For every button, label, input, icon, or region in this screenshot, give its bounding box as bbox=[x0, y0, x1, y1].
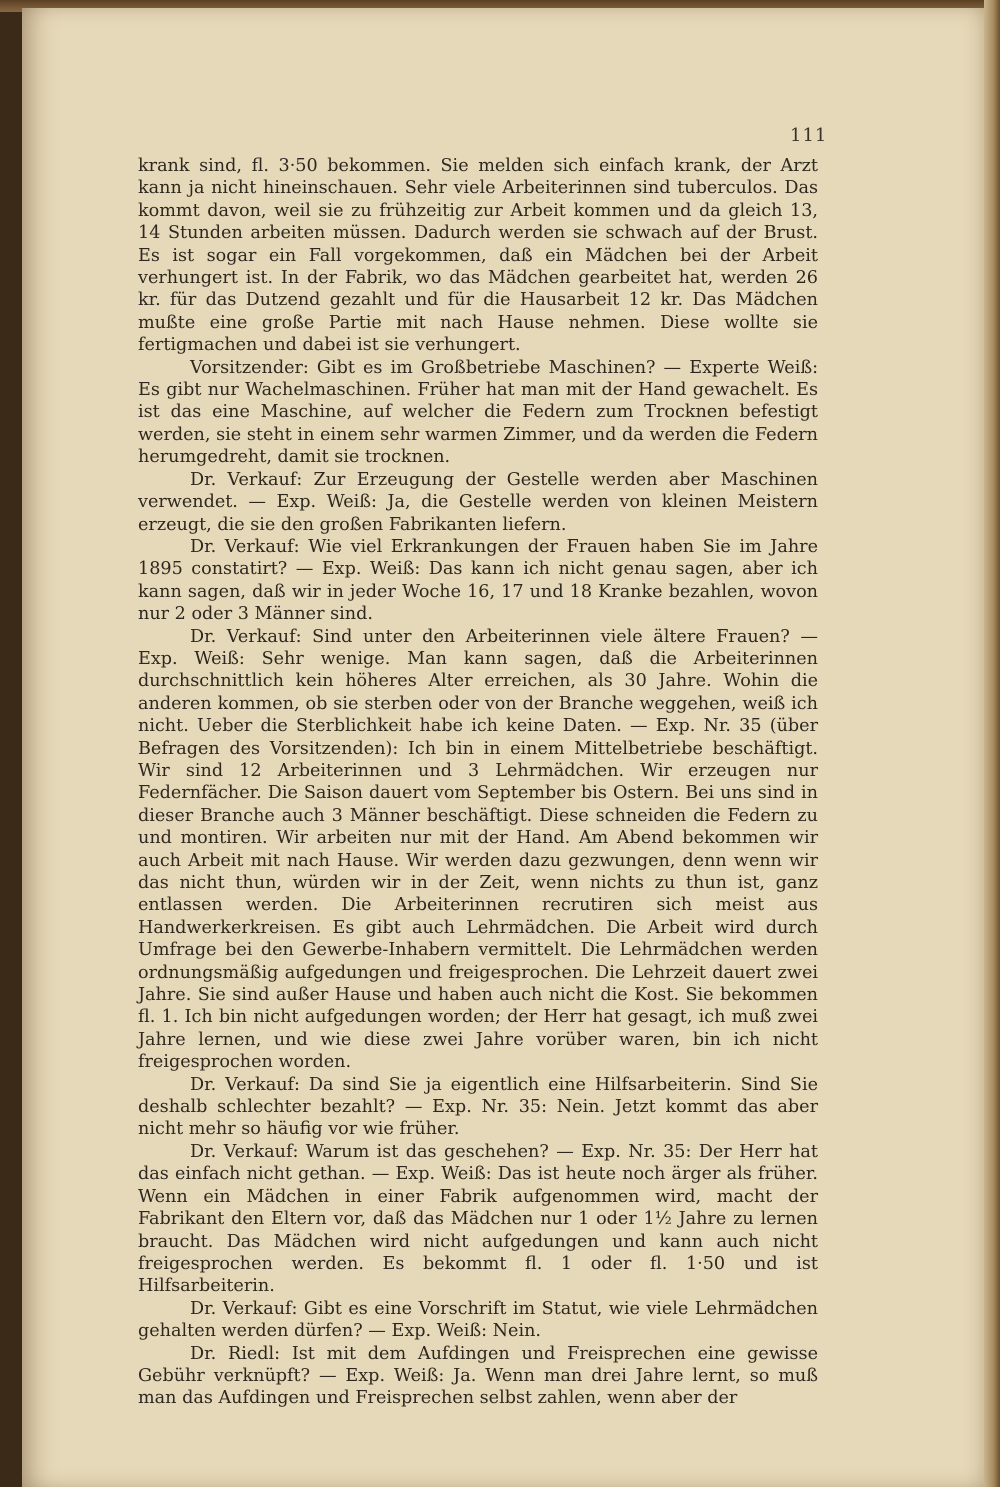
paragraph: Dr. Verkauf: Gibt es eine Vorschrift im Statut, wie viele Lehrmädchen gehalten werden dürfen? — Exp. Weiß: Nein. bbox=[138, 1298, 818, 1342]
page-number: 111 bbox=[790, 125, 828, 146]
paragraph: Dr. Verkauf: Warum ist das geschehen? — Exp. Nr. 35: Der Herr hat das einfach nicht gethan. — Exp. Weiß: Das ist heute noch ärger als früher. Wenn ein Mädchen in einer Fabrik aufgenommen wird, macht der Fabrikant den Eltern vor, daß das Mädchen nur 1 oder 1½ Jahre zu lernen braucht. Das Mädchen wird nicht aufgedungen und kann auch nicht freigesprochen werden. Es bekommt fl. 1 oder fl. 1·50 und ist Hilfsarbeiterin. bbox=[138, 1141, 818, 1297]
paragraph: krank sind, fl. 3·50 bekommen. Sie melden sich einfach krank, der Arzt kann ja nicht hineinschauen. Sehr viele Arbeiterinnen sind tuberculos. Das kommt davon, weil sie zu frühzeitig zur Arbeit kommen und da gleich 13, 14 Stunden arbeiten müssen. Dadurch werden sie schwach auf der Brust. Es ist sogar ein Fall vorgekommen, daß ein Mädchen bei der Arbeit verhungert ist. In der Fabrik, wo das Mädchen gearbeitet hat, werden 26 kr. für das Dutzend gezahlt und für die Hausarbeit 12 kr. Das Mädchen mußte eine große Partie mit nach Hause nehmen. Diese wollte sie fertigmachen und dabei ist sie verhungert. bbox=[138, 156, 818, 356]
paragraph: Vorsitzender: Gibt es im Großbetriebe Maschinen? — Experte Weiß: Es gibt nur Wachelmaschinen. Früher hat man mit der Hand gewachelt. Es ist das eine Maschine, auf welcher die Federn zum Trocknen befestigt werden, sie steht in einem sehr warmen Zimmer, und da werden die Federn herumgedreht, damit sie trocknen. bbox=[138, 357, 818, 468]
paragraph: Dr. Riedl: Ist mit dem Aufdingen und Freisprechen eine gewisse Gebühr verknüpft? — Exp. Weiß: Ja. Wenn man drei Jahre lernt, so muß man das Aufdingen und Freisprechen selbst zahlen, wenn aber der bbox=[138, 1343, 818, 1409]
paragraph: Dr. Verkauf: Zur Erzeugung der Gestelle werden aber Maschinen verwendet. — Exp. Weiß: Ja, die Gestelle werden von kleinen Meistern erzeugt, die sie den großen Fabrikanten liefern. bbox=[138, 469, 818, 535]
body-text bbox=[138, 155, 818, 1410]
paragraph: Dr. Verkauf: Sind unter den Arbeiterinnen viele ältere Frauen? — Exp. Weiß: Sehr wenige. Man kann sagen, daß die Arbeiterinnen durchschnittlich kein höheres Alter erreichen, als 30 Jahre. Wohin die anderen kommen, ob sie sterben oder von der Branche weggehen, weiß ich nicht. Ueber die Sterblichkeit habe ich keine Daten. — Exp. Nr. 35 (über Befragen des Vorsitzenden): Ich bin in einem Mittelbetriebe beschäftigt. Wir sind 12 Arbeiterinnen und 3 Lehrmädchen. Wir erzeugen nur Federnfächer. Die Saison dauert vom September bis Ostern. Bei uns sind in dieser Branche auch 3 Männer beschäftigt. Diese schneiden die Federn zu und montiren. Wir arbeiten nur mit der Hand. Am Abend bekommen wir auch Arbeit mit nach Hause. Wir werden dazu gezwungen, denn wenn wir das nicht thun, würden wir in der Zeit, wenn nichts zu thun ist, ganz entlassen werden. Die Arbeiterinnen recrutiren sich meist aus Handwerkerkreisen. Es gibt auch Lehrmädchen. Die Arbeit wird durch Umfrage bei den Gewerbe-Inhabern vermittelt. Die Lehrmädchen werden ordnungsmäßig aufgedungen und freigesprochen. Die Lehrzeit dauert zwei Jahre. Sie sind außer Hause und haben auch nicht die Kost. Sie bekommen fl. 1. Ich bin nicht aufgedungen worden; der Herr hat gesagt, ich muß zwei Jahre lernen, und wie diese zwei Jahre vorüber waren, bin ich nicht freigesprochen worden. bbox=[138, 626, 818, 1073]
paragraph: Dr. Verkauf: Wie viel Erkrankungen der Frauen haben Sie im Jahre 1895 constatirt? — Exp. Weiß: Das kann ich nicht genau sagen, aber ich kann sagen, daß wir in jeder Woche 16, 17 und 18 Kranke bezahlen, wovon nur 2 oder 3 Männer sind. bbox=[138, 536, 818, 625]
paragraph: Dr. Verkauf: Da sind Sie ja eigentlich eine Hilfsarbeiterin. Sind Sie deshalb schlechter bezahlt? — Exp. Nr. 35: Nein. Jetzt kommt das aber nicht mehr so häufig vor wie früher. bbox=[138, 1074, 818, 1140]
book-right-edge bbox=[984, 0, 1000, 1487]
